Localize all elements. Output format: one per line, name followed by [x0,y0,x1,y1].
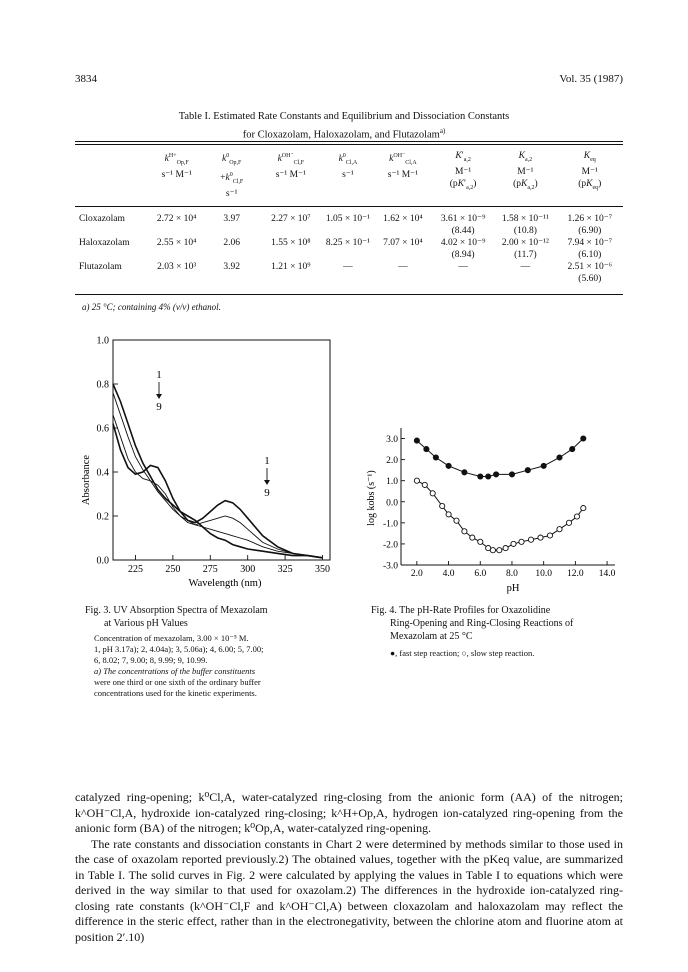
fig3-notes [94,633,354,699]
slow-step-point [547,533,552,538]
slow-step-point [462,529,467,534]
fig3-note: concentrations used for the kinetic experiments. [94,688,257,698]
fig4-axes [401,428,615,565]
col-header-1: $k^{H+}_{Op,F}$ s⁻¹ M⁻¹ [161,153,192,181]
y-tick-label: 0.8 [96,379,109,391]
table-top-rule-2 [75,144,623,145]
table-title-line1: Table I. Estimated Rate Constants and Equilibrium and Dissociation Constants [178,111,510,122]
fast-step-point [462,470,467,475]
rate-constants-table [75,150,623,285]
col-header-6: $K'_{a,2}$ M⁻¹ $(pK'_{a,2})$ [449,151,477,191]
fig3-x-axis-label: Wavelength (nm) [188,578,262,589]
fast-step-point [494,472,499,477]
y-tick-label: 0.2 [96,511,109,523]
slow-step-point [422,482,427,487]
body-paragraph-1: catalyzed ring-opening; k⁰Cl,A, water-catalyzed ring-closing from the anionic form (AA) of the nitrogen; k^OH⁻Cl,A, hydroxide ion-catalyzed ring-closing; k^H+Op,A, hydrogen ion-catalyzed ring-opening from the anionic form (BA) of the nitrogen; k⁰Op,A, water-catalyzed ring-opening. [75,790,623,835]
col-header-4: $k^0_{Cl,A}$ s⁻¹ [338,153,358,181]
table-cell: (11.7) [514,250,537,261]
table-cell: 7.07 × 10⁴ [383,238,423,249]
spectrum-curve-6 [113,415,323,558]
fast-step-point [509,472,514,477]
table-cell: 2.55 × 10⁴ [156,238,197,249]
body-paragraph-2: The rate constants and dissociation constants in Chart 2 were determined by methods similar to those used in the case of oxazolam reported previously.2) The obtained values, together with the pKeq value, are summarized in Table I. The solid curves in Fig. 2 were calculated by applying the values in Table I to equations which were derived in the way similar to that used for oxazolam.2) The differences in the hydroxide ion-catalyzed ring-closing rate constants (k^OH⁻Cl,F and k^OH⁻Cl,A) between cloxazolam and haloxazolam may reflect the difference in the steric effect, rather than in the electronegativity, between the chlorine atom and fluorine atom at position 2′.10) [75,836,623,944]
x-tick-label: 275 [202,564,218,575]
fig4-caption-title3: Mexazolam at 25 °C [390,631,473,642]
table-cell: 4.02 × 10⁻⁹ [440,238,486,249]
table-cell: 1.55 × 10⁸ [271,238,311,249]
table-cell: (8.94) [451,250,475,261]
fast-step-point [433,455,438,460]
table-row-p [75,273,623,285]
slow-step-point [497,548,502,553]
slow-step-point [470,535,475,540]
spectrum-curve-3 [113,393,323,558]
slow-step-point [528,537,533,542]
col-header-3: $k^{OH^-}_{Cl,F}$ s⁻¹ M⁻¹ [275,153,306,181]
y-tick-label: 0.0 [386,498,398,509]
x-tick-label: 300 [240,564,256,575]
fast-step-point [557,455,562,460]
table-cell: 1.26 × 10⁻⁷ [567,214,613,225]
table-cell [432,273,494,285]
fast-step-point [424,447,429,452]
fig4-y-axis-label: log kobs (s⁻¹) [366,470,377,526]
y-tick-label: 1.0 [386,477,398,488]
slow-step-point [440,503,445,508]
table-cell: 2.27 × 10⁷ [271,214,311,225]
fast-step-point [581,436,586,441]
x-tick-label: 325 [277,564,293,575]
fast-step-point [486,474,491,479]
y-tick-label: -2.0 [382,540,398,551]
table-cell: (10.8) [513,226,537,237]
x-tick-label: 6.0 [474,569,487,579]
x-tick-label: 10.0 [535,569,552,579]
slow-step-point [581,506,586,511]
fig3-note: Concentration of mexazolam, 3.00 × 10⁻⁵ M. [94,633,249,643]
table-cell: (6.90) [578,226,602,237]
fig3-note: were one third or one sixth of the ordinary buffer [94,677,261,687]
body-text [75,790,623,945]
slow-step-point [566,520,571,525]
table-row [75,237,623,249]
x-tick-label: 14.0 [598,569,616,579]
y-tick-label: -3.0 [382,561,398,572]
fig3-note: 6, 8.02; 7, 9.00; 8, 9.99; 9, 10.99. [94,655,208,665]
y-tick-label: 0.0 [96,555,109,567]
x-tick-label: 2.0 [410,569,423,579]
y-tick-label: 0.4 [96,467,109,479]
fast-step-point [446,463,451,468]
slow-step-point [414,478,419,483]
fast-step-point [414,438,419,443]
table-cell: 3.61 × 10⁻⁹ [440,214,486,225]
fig4-caption-title2: Ring-Opening and Ring-Closing Reactions of [390,618,574,629]
table-cell: — [343,262,353,273]
table-top-rule [75,141,623,142]
table-cell: 2.03 × 10³ [157,262,197,273]
x-tick-label: 250 [165,564,181,575]
table-cell: 2.06 [223,238,241,249]
table-cell: (8.44) [451,226,475,237]
fig3-note: 1, pH 3.17a); 2, 4.04a); 3, 5.06a); 4, 6.00; 5, 7.00; [94,644,264,654]
x-tick-label: 8.0 [506,569,518,579]
fit-curve-slow-step [417,481,583,551]
table-cell: 7.94 × 10⁻⁷ [567,238,613,249]
table-row-p [75,249,623,261]
slow-step-point [446,512,451,517]
y-tick-label: 0.6 [96,423,109,435]
table-row [75,261,623,273]
arrow-label-top: 1 [264,455,270,467]
table-cell: 3.97 [223,214,241,225]
table-cell: 2.72 × 10⁴ [156,214,197,225]
fig3-caption-title2: at Various pH Values [104,618,188,629]
x-tick-label: 4.0 [442,569,455,579]
table-row-p [75,225,623,237]
fast-step-point [478,474,483,479]
table-cell: (5.60) [578,274,602,285]
col-header-2: $k^0_{Op,F}$ $+k^0_{Cl,F}$ s⁻¹ [220,153,244,200]
compound-name: Haloxazolam [79,238,130,249]
fig4-data [414,436,586,553]
x-tick-label: 225 [127,564,143,575]
fig3-uv-spectra [75,330,360,590]
table-cell: 1.62 × 10⁴ [383,214,423,225]
table-bottom-rule [75,294,623,295]
slow-step-point [511,541,516,546]
slow-step-point [478,539,483,544]
slow-step-point [519,539,524,544]
page-number: 3834 [75,73,97,85]
table-cell: 2.00 × 10⁻¹² [501,238,549,249]
fig3-plot-frame [113,340,330,560]
table-cell: 3.92 [223,262,241,273]
compound-name: Cloxazolam [79,214,125,225]
col-header-5: $k^{OH^-}_{Cl,A}$ s⁻¹ M⁻¹ [387,153,419,181]
fig3-tick-labels [97,336,331,576]
col-header-7: $K_{a,2}$ M⁻¹ $(pK_{a,2})$ [513,151,538,191]
table-header-row [75,150,623,200]
slow-step-point [574,514,579,519]
table-footnote: a) 25 °C; containing 4% (v/v) ethanol. [82,302,221,312]
table-cell: 1.21 × 10⁹ [271,262,311,273]
y-tick-label: 1.0 [96,335,109,347]
slow-step-point [430,491,435,496]
arrow-label-bottom: 9 [264,487,270,499]
table-cell: 8.25 × 10⁻¹ [325,238,370,249]
table-cell: — [458,262,468,273]
fig3-caption-title: Fig. 3. UV Absorption Spectra of Mexazolam [85,605,268,616]
table-cell: — [520,262,531,273]
fig4-ph-rate-profile [365,420,630,595]
slow-step-point [490,548,495,553]
slow-step-point [538,535,543,540]
fast-step-point [570,447,575,452]
fig3-note: a) The concentrations of the buffer constituents [94,666,256,676]
slow-step-point [454,518,459,523]
table-row [75,213,623,225]
fast-step-point [541,463,546,468]
table-title-line2: for Cloxazolam, Haloxazolam, and Flutazolam$^{a)}$ [242,127,446,141]
fig4-caption-title: Fig. 4. The pH-Rate Profiles for Oxazolidine [371,605,551,616]
fig3-curves [113,384,323,558]
table-cell: (6.10) [578,250,602,261]
fig4-x-axis-label: pH [506,583,520,594]
table-cell: — [398,262,408,273]
fig3-arrow-upper [156,369,162,413]
table-cell: 1.05 × 10⁻¹ [325,214,370,225]
compound-name: Flutazolam [79,262,122,273]
col-header-8: $K_{eq}$ M⁻¹ $(pK_{eq})$ [578,151,602,191]
fig3-axes [113,340,330,560]
fig4-legend: ●, fast step reaction; ○, slow step reaction. [390,648,535,658]
fig3-y-axis-label: Absorbance [81,454,92,506]
arrow-label-bottom: 9 [156,401,162,413]
x-tick-label: 12.0 [567,569,584,579]
slow-step-point [503,546,508,551]
fig3-arrow-lower [264,455,270,499]
table-cell: 1.58 × 10⁻¹¹ [501,214,549,225]
fast-step-point [525,468,530,473]
table-cell: 2.51 × 10⁻⁶ [567,262,613,273]
y-tick-label: 3.0 [386,435,398,446]
table-cell [494,273,556,285]
slow-step-point [557,527,562,532]
y-tick-label: 2.0 [386,456,398,467]
journal-volume: Vol. 35 (1987) [559,73,623,85]
x-tick-label: 350 [315,564,331,575]
arrow-label-top: 1 [156,369,162,381]
y-tick-label: -1.0 [382,519,398,530]
